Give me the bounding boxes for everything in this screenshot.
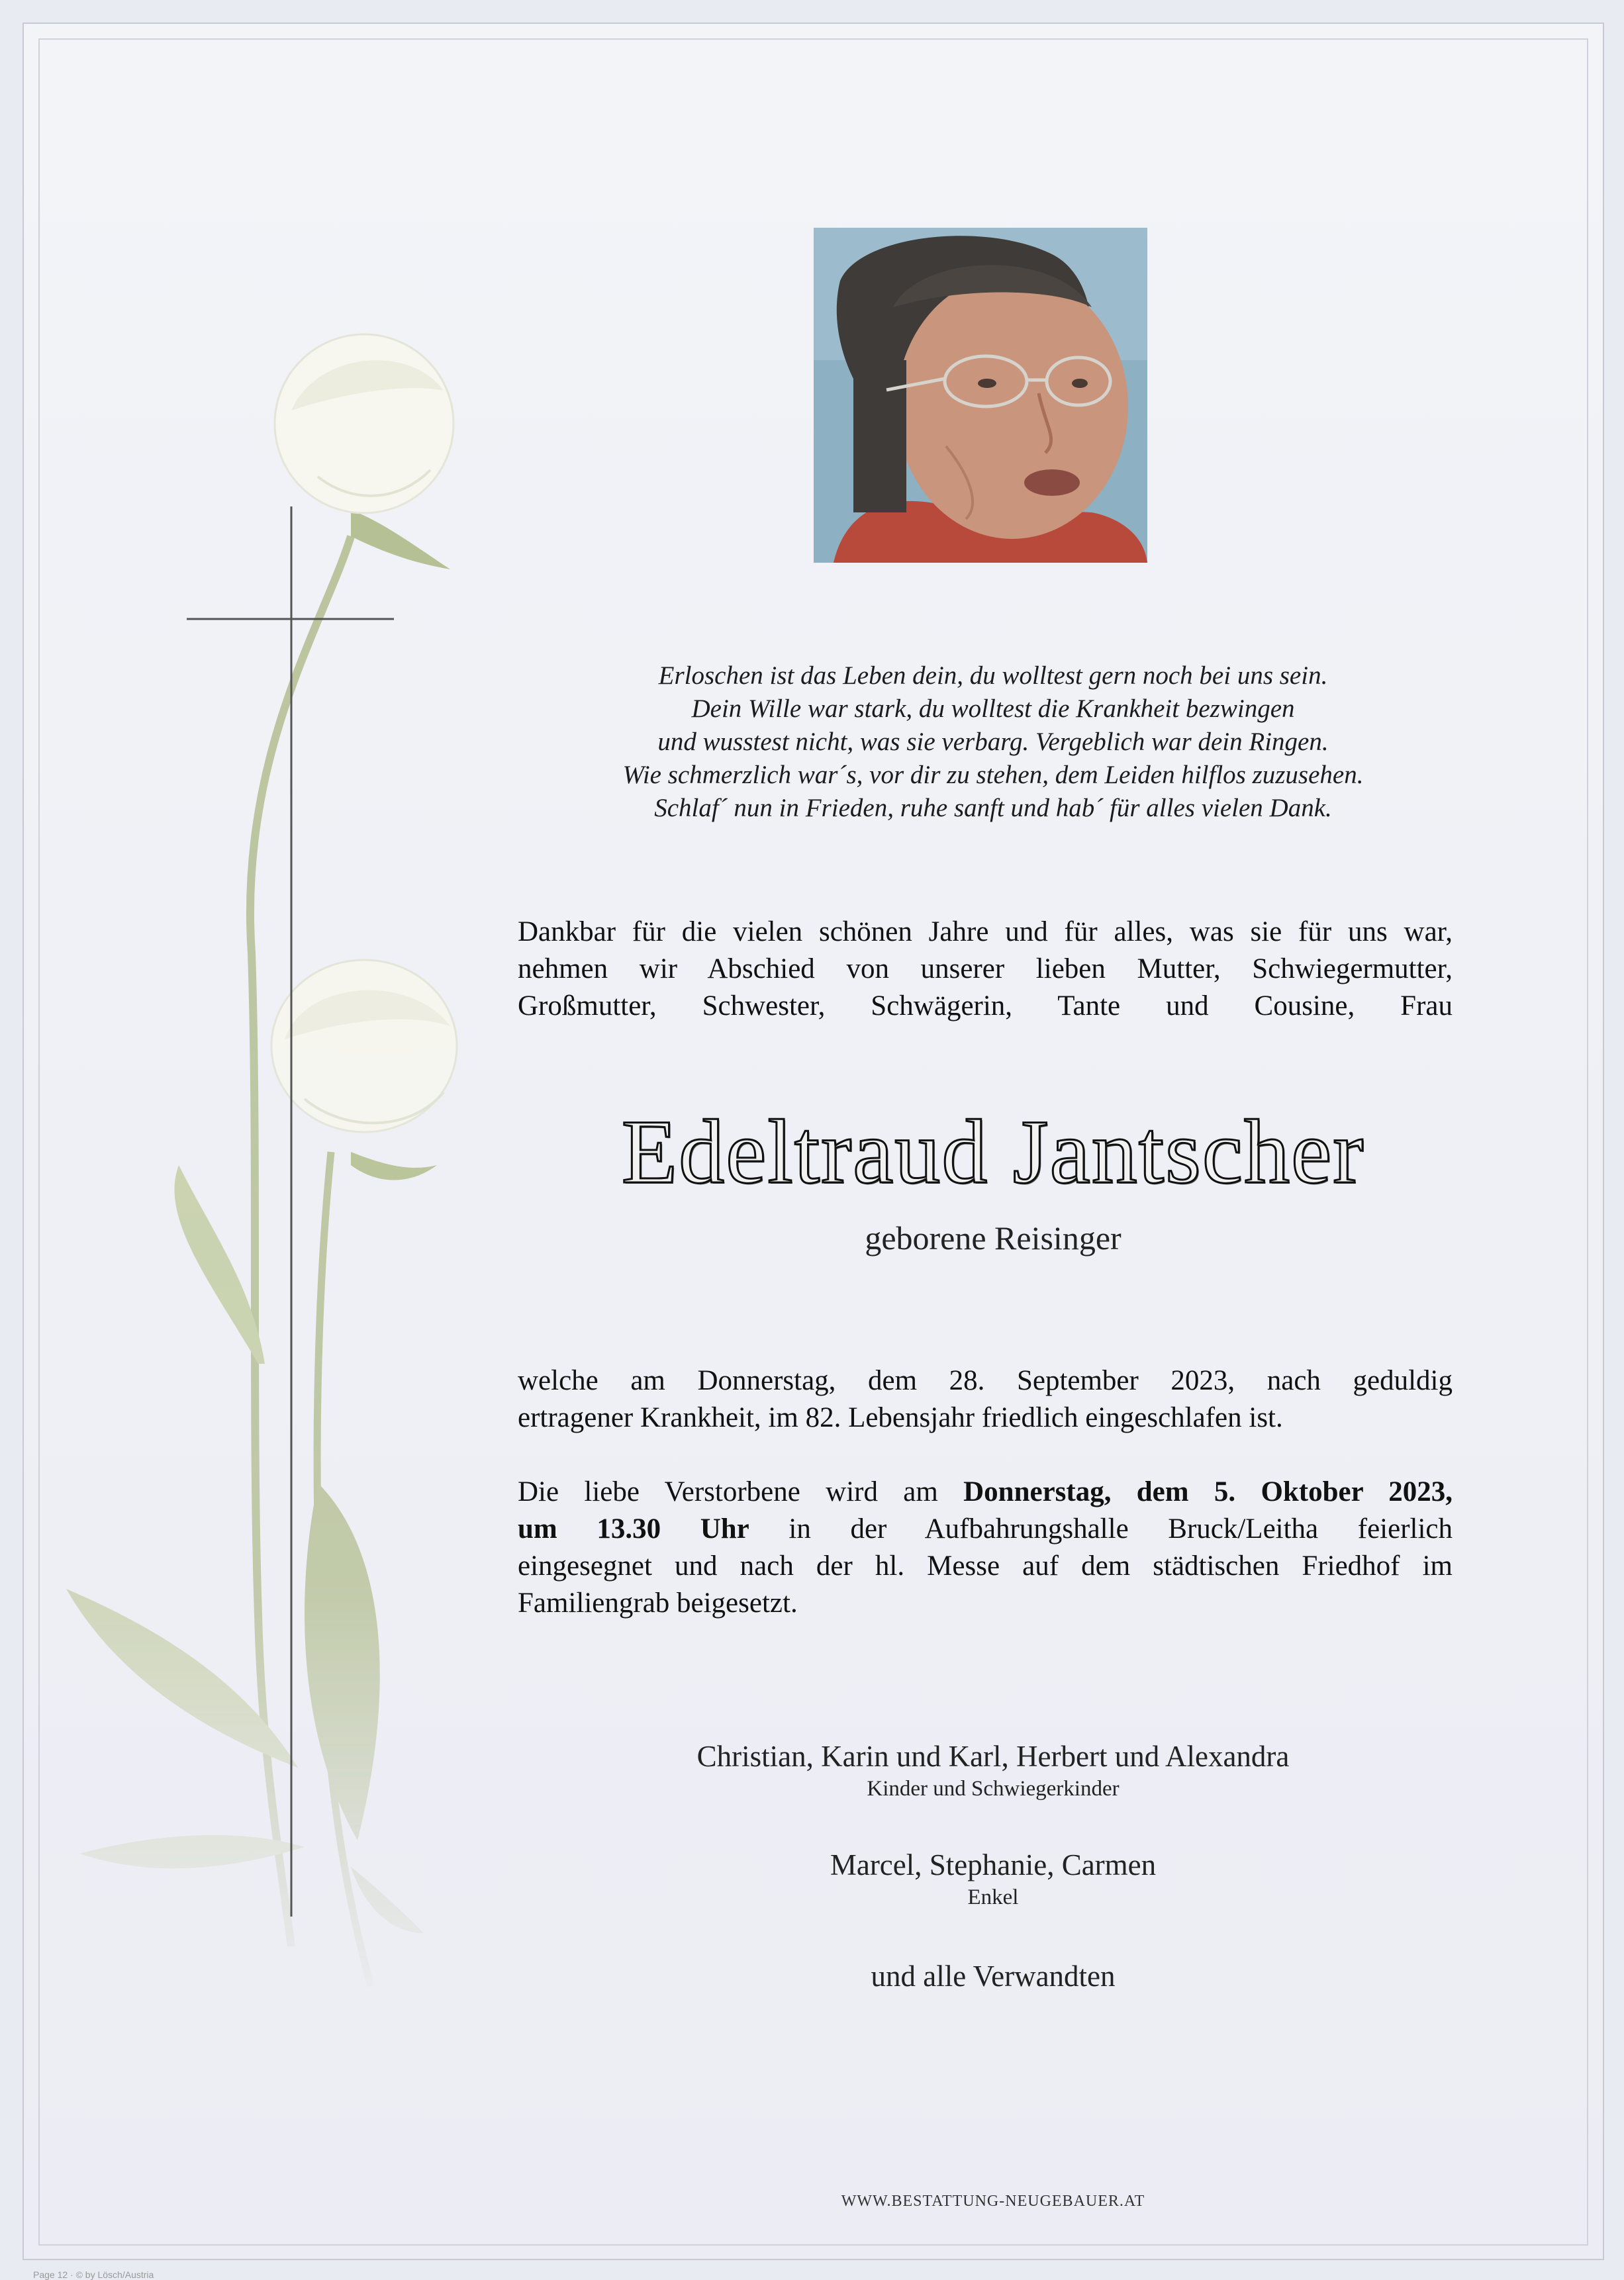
mourners-children	[463, 1737, 1523, 1802]
leaf	[305, 1483, 380, 1840]
funeral-date-prefix: Die liebe Verstorbene wird am	[518, 1476, 964, 1507]
funeral-line-4: Familiengrab beigesetzt.	[518, 1588, 798, 1619]
intro-paragraph	[518, 914, 1453, 1025]
children-label: Kinder und Schwiegerkinder	[867, 1777, 1120, 1801]
funeral-time: um 13.30 Uhr	[518, 1513, 749, 1544]
intro-line: nehmen wir Abschied von unserer lieben Mutter, Schwiegermutter,	[518, 953, 1453, 984]
funeral-line-2	[518, 1511, 1453, 1548]
poem-line: Dein Wille war stark, du wolltest die Krankheit bezwingen	[691, 694, 1295, 723]
funeral-location: in der Aufbahrungshalle Bruck/Leitha feierlich	[749, 1513, 1453, 1544]
poem-line: Wie schmerzlich war´s, vor dir zu stehen, dem Leiden hilflos zuzusehen.	[622, 761, 1364, 789]
death-notice-line: welche am Donnerstag, dem 28. September 2023, nach geduldig	[518, 1365, 1453, 1396]
memorial-poem	[463, 659, 1523, 825]
page-footer: Page 12 · © by Lösch/Austria	[33, 2269, 154, 2280]
funeral-line-1	[518, 1474, 1453, 1511]
poem-line: und wusstest nicht, was sie verbarg. Vergeblich war dein Ringen.	[657, 728, 1329, 756]
rose-bloom-top	[275, 334, 454, 513]
poem-line: Erloschen ist das Leben dein, du wolltest gern noch bei uns sein.	[658, 661, 1328, 690]
funeral-paragraph	[518, 1474, 1453, 1622]
rose-bloom-lower	[271, 960, 457, 1132]
white-rose-decoration	[40, 291, 516, 2013]
birth-name: geborene Reisinger	[865, 1219, 1122, 1257]
mourners-relatives	[463, 1957, 1523, 1995]
poem-line: Schlaf´ nun in Frieden, ruhe sanft und hab´ für alles vielen Dank.	[654, 794, 1332, 822]
grandchildren-label: Enkel	[967, 1885, 1019, 1909]
funeral-line-3: eingesegnet und nach der hl. Messe auf dem städtischen Friedhof im	[518, 1550, 1453, 1582]
intro-line: Großmutter, Schwester, Schwägerin, Tante und Cousine, Frau	[518, 990, 1453, 1021]
leaf	[351, 1867, 424, 1933]
children-names: Christian, Karin und Karl, Herbert und Alexandra	[696, 1740, 1290, 1773]
leaf	[79, 1835, 305, 1869]
death-notice-line: ertragener Krankheit, im 82. Lebensjahr friedlich eingeschlafen ist.	[518, 1402, 1283, 1433]
portrait-photo	[814, 228, 1147, 563]
relatives-line: und alle Verwandten	[871, 1960, 1116, 1993]
funeral-home-website: WWW.BESTATTUNG-NEUGEBAUER.AT	[841, 2193, 1145, 2210]
deceased-name: Edeltraud Jantscher	[621, 1101, 1365, 1202]
death-notice-paragraph	[518, 1362, 1453, 1437]
intro-line: Dankbar für die vielen schönen Jahre und für alles, was sie für uns war,	[518, 916, 1453, 947]
grandchildren-names: Marcel, Stephanie, Carmen	[830, 1848, 1157, 1881]
mourners-grandchildren	[463, 1846, 1523, 1911]
funeral-date: Donnerstag, dem 5. Oktober 2023,	[963, 1476, 1453, 1507]
